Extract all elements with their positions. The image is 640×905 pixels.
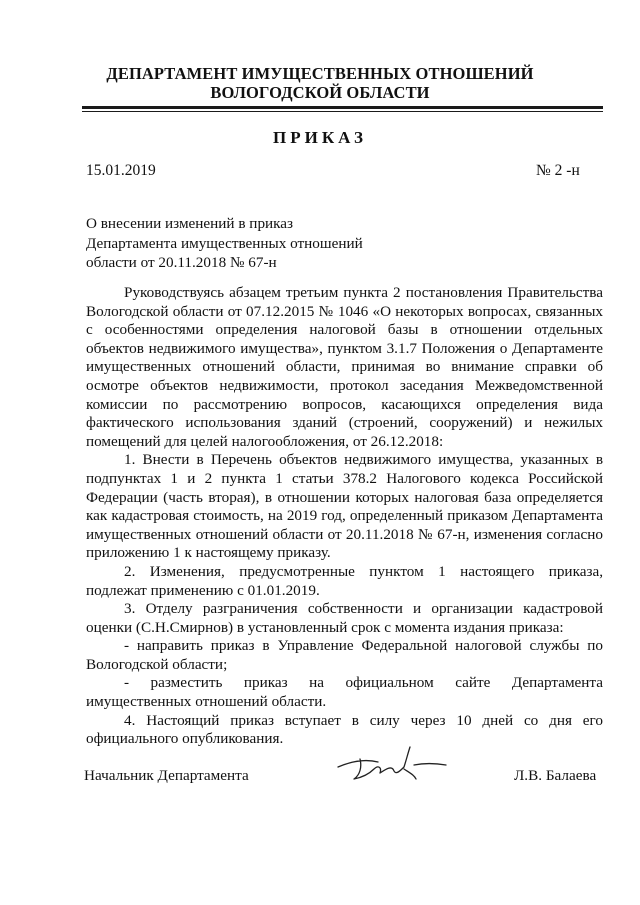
subject-line: О внесении изменений в приказ [86, 215, 294, 232]
header-rule-thin [82, 111, 603, 112]
preamble-paragraph: Руководствуясь абзацем третьим пункта 2 постановления Правительства Вологодской области от 07.12.2015 № 1046 «О некоторых вопросах, связанных с особенностями определения налоговой базы в отношении отдельных объектов недвижимого имущества», пунктом 3.1.7 Положения о Департаменте имущественных отношений области, принимая во внимание справки об осмотре объектов недвижимости, протокол заседания Межведомственной комиссии по рассмотрению вопросов, касающихся определения вида фактического использования зданий (строений, сооружений) и нежилых помещений для целей налогообложения, от 26.12.2018: [86, 284, 603, 450]
subject-line: Департамента имущественных отношений [86, 234, 363, 252]
order-number: № 2 -н [536, 162, 580, 179]
header-line-department: ДЕПАРТАМЕНТ ИМУЩЕСТВЕННЫХ ОТНОШЕНИЙ [106, 64, 534, 83]
order-body [86, 284, 603, 749]
clause-paragraph: - разместить приказ на официальном сайте Департамента имущественных отношений области. [86, 674, 603, 711]
subject-line: области от 20.11.2018 № 67-н [86, 254, 277, 271]
document-header [0, 64, 640, 102]
clause-paragraph: 3. Отделу разграничения собственности и организации кадастровой оценки (С.Н.Смирнов) в установленный срок с момента издания приказа: [86, 600, 603, 636]
signatory-role: Начальник Департамента [84, 767, 249, 784]
clause-paragraph: 2. Изменения, предусмотренные пунктом 1 настоящего приказа, подлежат применению с 01.01.2019. [86, 562, 603, 599]
clause-paragraph: - направить приказ в Управление Федеральной налоговой службы по Вологодской области; [86, 637, 603, 673]
order-title: ПРИКАЗ [273, 128, 367, 147]
order-subject [86, 214, 363, 273]
clause-paragraph: 1. Внести в Перечень объектов недвижимого имущества, указанных в подпунктах 1 и 2 пункта 1 статьи 378.2 Налогового кодекса Российской Федерации (часть вторая), в отношении которых налоговая база определяется как кадастровая стоимость, на 2019 год, определенный приказом Департамента имущественных отношений области от 20.11.2018 № 67-н, изменения согласно приложению 1 к настоящему приказу. [86, 451, 603, 562]
clause-paragraph: 4. Настоящий приказ вступает в силу через 10 дней со дня его официального опубликования. [86, 711, 603, 748]
header-rule-thick [82, 106, 603, 109]
handwritten-signature [330, 735, 450, 790]
header-line-region: ВОЛОГОДСКОЙ ОБЛАСТИ [210, 83, 430, 102]
order-date: 15.01.2019 [86, 162, 156, 179]
signatory-name: Л.В. Балаева [514, 767, 597, 784]
